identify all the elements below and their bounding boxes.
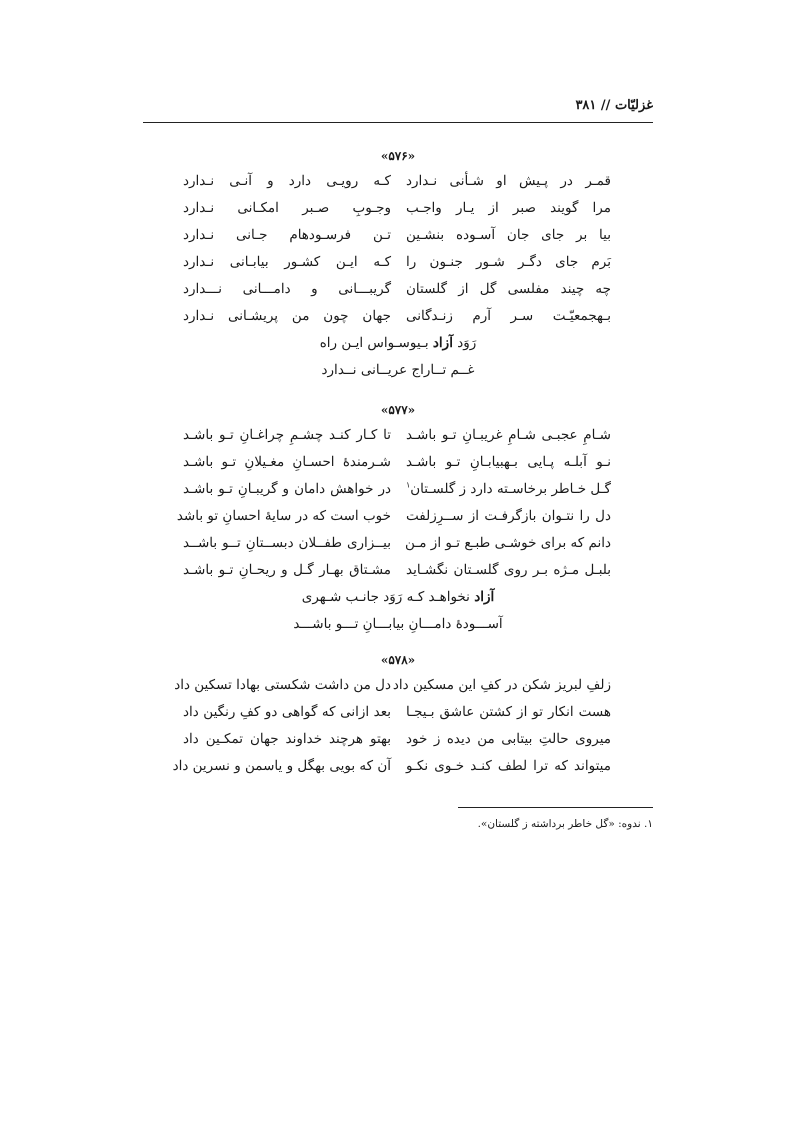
hemistich-first: شـامِ عجبـی شـامِ غریبـانِ تـو باشـد: [406, 427, 611, 443]
hemistich-second: خوب است که در سایهٔ احسانِ تو باشد: [176, 508, 391, 524]
footnote-marker: ۱: [405, 480, 411, 490]
hemistich-first: بیا بر جای جان آسـوده بنشـین: [406, 227, 611, 243]
poem-578: [143, 652, 653, 780]
poem-576: [143, 148, 653, 384]
hemistich-second: مشـتاق بهـار گـل و ریحـانِ تـو باشـد: [183, 562, 391, 578]
closing-text: آســـودهٔ دامـــانِ بیابـــانِ تـــو باشـــد: [293, 616, 503, 632]
beyt: [143, 449, 653, 476]
hemistich-first: دانم که برای خوشـی طبـع تـو از مـن: [405, 535, 611, 551]
closing-line: [143, 611, 653, 638]
poet-name: آزاد: [474, 589, 495, 605]
beyt: [143, 699, 653, 726]
hemistich-second: بهتو هرچند خداوند جهان تمکـین داد: [183, 731, 391, 747]
hemistich-first: میتواند که ترا لطف کنـد خـوی نکـو: [406, 758, 611, 774]
hemistich-first: مرا گویند صبر از یـار واجـب: [406, 200, 611, 216]
hemistich-second: بعد ازانی که گواهی دو کفِ رنگین داد: [183, 704, 391, 720]
hemistich-first: بـهجمعیّـت سـر آرم زنـدگانی: [406, 308, 611, 324]
beyt: [143, 726, 653, 753]
hemistich-second: تا کـار کنـد چشـمِ چراغـانِ تـو باشـد: [183, 427, 391, 443]
hemistich-first: دل را نتـوان بازگرفـت از ســرِزلفت: [406, 508, 611, 524]
poem-number: «۵۷۶»: [380, 149, 416, 163]
header-rule: [143, 122, 653, 123]
hemistich-second: کـه رویـی دارد و آنـی نـدارد: [183, 173, 391, 189]
footnote-rule: [458, 807, 653, 808]
beyt: [143, 222, 653, 249]
hemistich-second: کـه ایـن کشـور بیابـانی نـدارد: [183, 254, 391, 270]
hemistich-second: تـن فرسـودهام جـانی نـدارد: [183, 227, 391, 243]
beyt: [143, 672, 653, 699]
beyt: [143, 530, 653, 557]
beyt: [143, 168, 653, 195]
hemistich-second: وجـوبِ صـبر امکـانی نـدارد: [183, 200, 391, 216]
poet-name: آزاد: [432, 335, 453, 351]
hemistich-second: شـرمندهٔ احسـانِ مغـیلانِ تـو باشـد: [183, 454, 391, 470]
beyt: [143, 276, 653, 303]
hemistich-first: بلبـل مـژه بـر روی گلسـتان نگشـاید: [406, 562, 611, 578]
beyt: [143, 557, 653, 584]
poem-number: «۵۷۷»: [380, 403, 416, 417]
hemistich-second: در خواهش دامان و گریبـانِ تـو باشـد: [183, 481, 391, 497]
beyt: [143, 195, 653, 222]
beyt: [143, 476, 653, 503]
closing-line: [143, 584, 653, 611]
poem-number: «۵۷۸»: [380, 653, 416, 667]
closing-text: بـیوسـواس ایـن راه: [319, 335, 433, 351]
running-header: غزلیّات // ۳۸۱: [575, 98, 653, 113]
poem-577: [143, 402, 653, 638]
hemistich-first: هست انکار تو از کشتن عاشق بـیجـا: [406, 704, 611, 720]
footnote: ۱. ندوه: «گل خاطر برداشته ز گلستان».: [477, 818, 653, 830]
beyt: [143, 303, 653, 330]
hemistich-second: دل من داشت شکستی بهادا تسکین داد: [174, 677, 391, 693]
beyt: [143, 503, 653, 530]
hemistich-first: [406, 476, 611, 503]
closing-line: [143, 357, 653, 384]
hemistich-first: چه چیند مفلسی گل از گلستان: [406, 281, 611, 297]
beyt: [143, 753, 653, 780]
hemistich-second: جهان چون من پریشـانی نـدارد: [183, 308, 391, 324]
hemistich-second: گریبـــانی و دامـــانی نـــدارد: [183, 281, 391, 297]
hemistich-second: بیــزاری طفــلان دبســتانِ تــو باشــد: [183, 535, 391, 551]
closing-text: غــم تــاراج عریــانی نــدارد: [321, 362, 475, 378]
hemistich-first: زلفِ لبریز شکن در کفِ این مسکین داد: [392, 677, 611, 693]
closing-text: نخواهـد کـه رَوَد جانـب شـهری: [301, 589, 475, 605]
closing-text: رَوَد: [452, 335, 477, 351]
beyt: [143, 249, 653, 276]
hemistich-text: گـل خـاطر برخاسـته دارد ز گلسـتان: [410, 481, 611, 497]
beyt: [143, 422, 653, 449]
hemistich-first: بَرم جای دگـر شـور جنـون را: [406, 254, 611, 270]
hemistich-second: آن که بویی بهگل و یاسمن و نسرین داد: [172, 758, 391, 774]
closing-line: [143, 330, 653, 357]
hemistich-first: قمـر در پـیش او شـأنی نـدارد: [406, 173, 611, 189]
hemistich-first: میروی حالتِ بیتابی من دیده ز خود: [406, 731, 611, 747]
hemistich-first: نـو آبلـه پـایی بـهبیابـانِ تـو باشـد: [406, 454, 611, 470]
